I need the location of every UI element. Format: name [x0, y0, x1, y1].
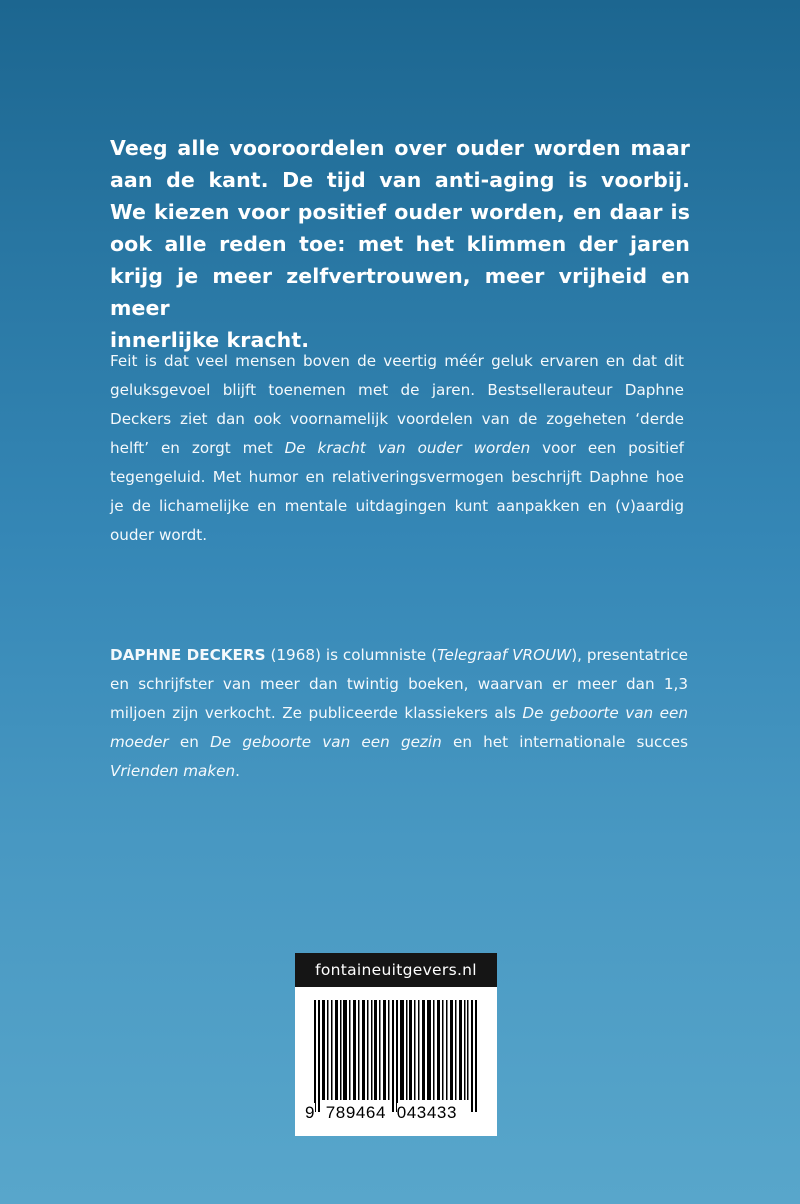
lead-line: Veeg alle vooroordelen over ouder worden maar — [110, 136, 690, 160]
bio-text: . — [235, 762, 240, 780]
lead-line: aan de kant. De tijd van anti-aging is voorbij. — [110, 168, 690, 192]
lead-line: krijg je meer zelfvertrouwen, meer vrijheid en meer — [110, 264, 690, 320]
publication-title: Telegraaf VROUW — [437, 646, 572, 664]
body-text: Feit is dat veel mensen boven de veertig méér geluk ervaren en dat dit geluksgevoel blijft toenemen met de jaren. Bestsellerauteur Daphne Deckers ziet dan ook voornamelijk voordelen van de zogeheten ‘derde helft’ en zorgt met — [110, 352, 684, 457]
author-name: DAPHNE DECKERS — [110, 646, 266, 664]
bio-text: en — [168, 733, 211, 751]
lead-line: innerlijke kracht. — [110, 328, 310, 352]
isbn-barcode-block — [295, 953, 497, 1136]
isbn-digit-first: 9 — [305, 1103, 316, 1122]
author-bio — [110, 641, 688, 786]
book-title: De kracht van ouder worden — [284, 439, 531, 457]
publisher-url: fontaineuitgevers.nl — [295, 953, 497, 987]
book-title: De geboorte van een moeder — [110, 704, 689, 751]
bio-text: en het internationale succes — [441, 733, 689, 751]
lead-line: We kiezen voor positief ouder worden, en daar is — [110, 200, 690, 224]
body-text: voor een positief tegengeluid. Met humor en relativeringsvermogen beschrijft Daphne hoe je de lichamelijke en mentale uitdagingen kunt aanpakken en (v)aardig ouder wordt. — [110, 439, 685, 544]
isbn-number — [305, 1103, 491, 1123]
body-paragraph — [110, 347, 684, 550]
lead-paragraph — [110, 132, 690, 356]
bio-text: (1968) is columniste ( — [265, 646, 438, 664]
bio-text: ), presentatrice en schrijfster van meer dan twintig boeken, waarvan er meer dan 1,3 miljoen zijn verkocht. Ze publiceerde klassiekers als — [110, 646, 688, 722]
book-title: Vrienden maken — [110, 762, 236, 780]
book-title: De geboorte van een gezin — [210, 733, 442, 751]
lead-line: ook alle reden toe: met het klimmen der jaren — [110, 232, 690, 256]
isbn-digits-left: 789464 — [325, 1103, 387, 1122]
isbn-digits-right: 043433 — [396, 1103, 458, 1122]
